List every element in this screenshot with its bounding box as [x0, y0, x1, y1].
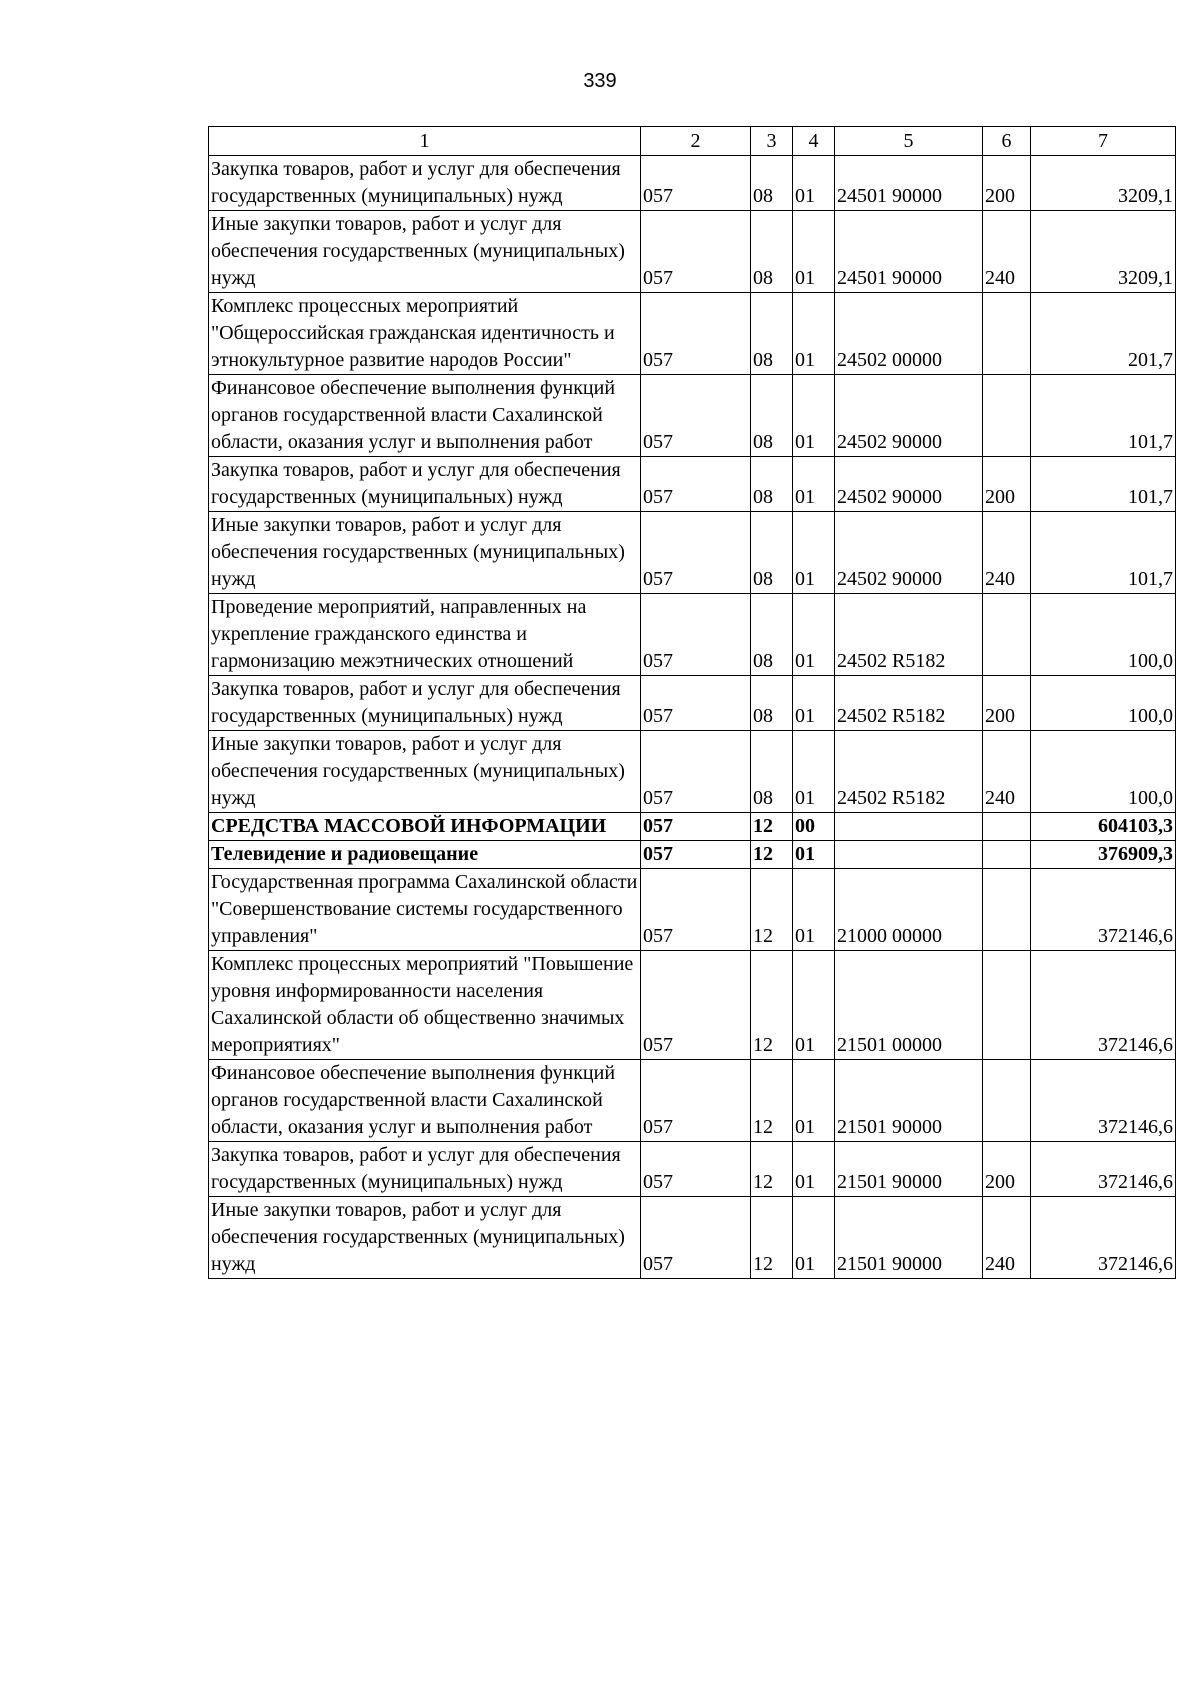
ministry-code: 057 [641, 156, 751, 211]
amount: 604103,3 [1031, 813, 1176, 841]
ministry-code: 057 [641, 731, 751, 813]
item-name: Закупка товаров, работ и услуг для обеспечения государственных (муниципальных) нужд [209, 676, 641, 731]
section-code: 08 [751, 512, 793, 594]
expense-type-code [983, 594, 1031, 676]
expense-type-code [983, 869, 1031, 951]
table-row [209, 211, 1176, 293]
amount: 100,0 [1031, 731, 1176, 813]
section-code: 08 [751, 594, 793, 676]
expense-type-code: 200 [983, 1142, 1031, 1197]
item-name: Закупка товаров, работ и услуг для обеспечения государственных (муниципальных) нужд [209, 156, 641, 211]
target-article-code: 21501 90000 [835, 1142, 983, 1197]
item-name: Финансовое обеспечение выполнения функций органов государственной власти Сахалинской области, оказания услуг и выполнения работ [209, 1060, 641, 1142]
header-cell: 1 [209, 127, 641, 156]
item-name: Комплекс процессных мероприятий "Повышение уровня информированности населения Сахалинской области об общественно значимых мероприятиях" [209, 951, 641, 1060]
amount: 101,7 [1031, 512, 1176, 594]
subsection-code: 01 [793, 841, 835, 869]
section-code: 12 [751, 1197, 793, 1279]
amount: 101,7 [1031, 375, 1176, 457]
item-name: Иные закупки товаров, работ и услуг для обеспечения государственных (муниципальных) нужд [209, 512, 641, 594]
target-article-code: 21501 90000 [835, 1060, 983, 1142]
header-cell: 5 [835, 127, 983, 156]
expense-type-code: 240 [983, 731, 1031, 813]
ministry-code: 057 [641, 512, 751, 594]
section-code: 12 [751, 1060, 793, 1142]
target-article-code: 21000 00000 [835, 869, 983, 951]
section-code: 12 [751, 841, 793, 869]
expense-type-code [983, 841, 1031, 869]
subsection-code: 01 [793, 1197, 835, 1279]
section-code: 08 [751, 731, 793, 813]
header-cell: 3 [751, 127, 793, 156]
expense-type-code: 200 [983, 457, 1031, 512]
table-row [209, 676, 1176, 731]
section-code: 12 [751, 1142, 793, 1197]
table-row [209, 1197, 1176, 1279]
amount: 372146,6 [1031, 1142, 1176, 1197]
amount: 372146,6 [1031, 951, 1176, 1060]
amount: 372146,6 [1031, 869, 1176, 951]
subsection-code: 01 [793, 1060, 835, 1142]
table-row [209, 813, 1176, 841]
table-row [209, 156, 1176, 211]
ministry-code: 057 [641, 1142, 751, 1197]
target-article-code: 24501 90000 [835, 211, 983, 293]
expense-type-code: 200 [983, 156, 1031, 211]
item-name: Проведение мероприятий, направленных на укрепление гражданского единства и гармонизацию межэтнических отношений [209, 594, 641, 676]
amount: 3209,1 [1031, 211, 1176, 293]
table-row [209, 1060, 1176, 1142]
target-article-code: 24502 R5182 [835, 731, 983, 813]
item-name: Комплекс процессных мероприятий "Общероссийская гражданская идентичность и этнокультурное развитие народов России" [209, 293, 641, 375]
target-article-code: 24502 90000 [835, 512, 983, 594]
ministry-code: 057 [641, 951, 751, 1060]
section-code: 08 [751, 676, 793, 731]
subsection-code: 01 [793, 156, 835, 211]
section-code: 08 [751, 211, 793, 293]
section-code: 12 [751, 869, 793, 951]
subsection-code: 00 [793, 813, 835, 841]
item-name: Телевидение и радиовещание [209, 841, 641, 869]
item-name: Закупка товаров, работ и услуг для обеспечения государственных (муниципальных) нужд [209, 457, 641, 512]
target-article-code [835, 841, 983, 869]
subsection-code: 01 [793, 1142, 835, 1197]
expense-type-code: 240 [983, 512, 1031, 594]
amount: 376909,3 [1031, 841, 1176, 869]
ministry-code: 057 [641, 293, 751, 375]
table-row [209, 1142, 1176, 1197]
amount: 101,7 [1031, 457, 1176, 512]
table-row [209, 512, 1176, 594]
subsection-code: 01 [793, 457, 835, 512]
page-number: 339 [583, 70, 617, 92]
subsection-code: 01 [793, 512, 835, 594]
item-name: Финансовое обеспечение выполнения функций органов государственной власти Сахалинской области, оказания услуг и выполнения работ [209, 375, 641, 457]
amount: 100,0 [1031, 676, 1176, 731]
ministry-code: 057 [641, 1197, 751, 1279]
header-row [209, 127, 1176, 156]
section-code: 08 [751, 375, 793, 457]
item-name: Государственная программа Сахалинской области "Совершенствование системы государственного управления" [209, 869, 641, 951]
subsection-code: 01 [793, 676, 835, 731]
ministry-code: 057 [641, 211, 751, 293]
target-article-code: 24502 R5182 [835, 676, 983, 731]
item-name: Иные закупки товаров, работ и услуг для обеспечения государственных (муниципальных) нужд [209, 1197, 641, 1279]
ministry-code: 057 [641, 676, 751, 731]
ministry-code: 057 [641, 594, 751, 676]
subsection-code: 01 [793, 211, 835, 293]
expense-type-code: 240 [983, 1197, 1031, 1279]
ministry-code: 057 [641, 1060, 751, 1142]
table-row [209, 869, 1176, 951]
section-code: 08 [751, 293, 793, 375]
section-code: 12 [751, 951, 793, 1060]
header-cell: 2 [641, 127, 751, 156]
section-code: 12 [751, 813, 793, 841]
ministry-code: 057 [641, 841, 751, 869]
table-row [209, 731, 1176, 813]
header-cell: 6 [983, 127, 1031, 156]
table-row [209, 951, 1176, 1060]
table-row [209, 841, 1176, 869]
expense-type-code: 240 [983, 211, 1031, 293]
amount: 201,7 [1031, 293, 1176, 375]
amount: 372146,6 [1031, 1060, 1176, 1142]
expense-type-code [983, 1060, 1031, 1142]
subsection-code: 01 [793, 731, 835, 813]
subsection-code: 01 [793, 293, 835, 375]
item-name: СРЕДСТВА МАССОВОЙ ИНФОРМАЦИИ [209, 813, 641, 841]
target-article-code: 21501 90000 [835, 1197, 983, 1279]
table-row [209, 293, 1176, 375]
amount: 3209,1 [1031, 156, 1176, 211]
expense-type-code [983, 813, 1031, 841]
target-article-code: 24501 90000 [835, 156, 983, 211]
expense-type-code [983, 375, 1031, 457]
subsection-code: 01 [793, 951, 835, 1060]
header-cell: 4 [793, 127, 835, 156]
item-name: Иные закупки товаров, работ и услуг для обеспечения государственных (муниципальных) нужд [209, 211, 641, 293]
section-code: 08 [751, 156, 793, 211]
amount: 100,0 [1031, 594, 1176, 676]
table-row [209, 594, 1176, 676]
item-name: Иные закупки товаров, работ и услуг для обеспечения государственных (муниципальных) нужд [209, 731, 641, 813]
target-article-code: 21501 00000 [835, 951, 983, 1060]
ministry-code: 057 [641, 375, 751, 457]
target-article-code: 24502 90000 [835, 375, 983, 457]
ministry-code: 057 [641, 869, 751, 951]
target-article-code: 24502 00000 [835, 293, 983, 375]
target-article-code: 24502 R5182 [835, 594, 983, 676]
ministry-code: 057 [641, 457, 751, 512]
target-article-code: 24502 90000 [835, 457, 983, 512]
header-cell: 7 [1031, 127, 1176, 156]
table-row [209, 457, 1176, 512]
item-name: Закупка товаров, работ и услуг для обеспечения государственных (муниципальных) нужд [209, 1142, 641, 1197]
subsection-code: 01 [793, 869, 835, 951]
expense-type-code [983, 951, 1031, 1060]
subsection-code: 01 [793, 375, 835, 457]
table-row [209, 375, 1176, 457]
target-article-code [835, 813, 983, 841]
ministry-code: 057 [641, 813, 751, 841]
budget-table [208, 126, 1176, 1279]
expense-type-code: 200 [983, 676, 1031, 731]
expense-type-code [983, 293, 1031, 375]
section-code: 08 [751, 457, 793, 512]
amount: 372146,6 [1031, 1197, 1176, 1279]
subsection-code: 01 [793, 594, 835, 676]
